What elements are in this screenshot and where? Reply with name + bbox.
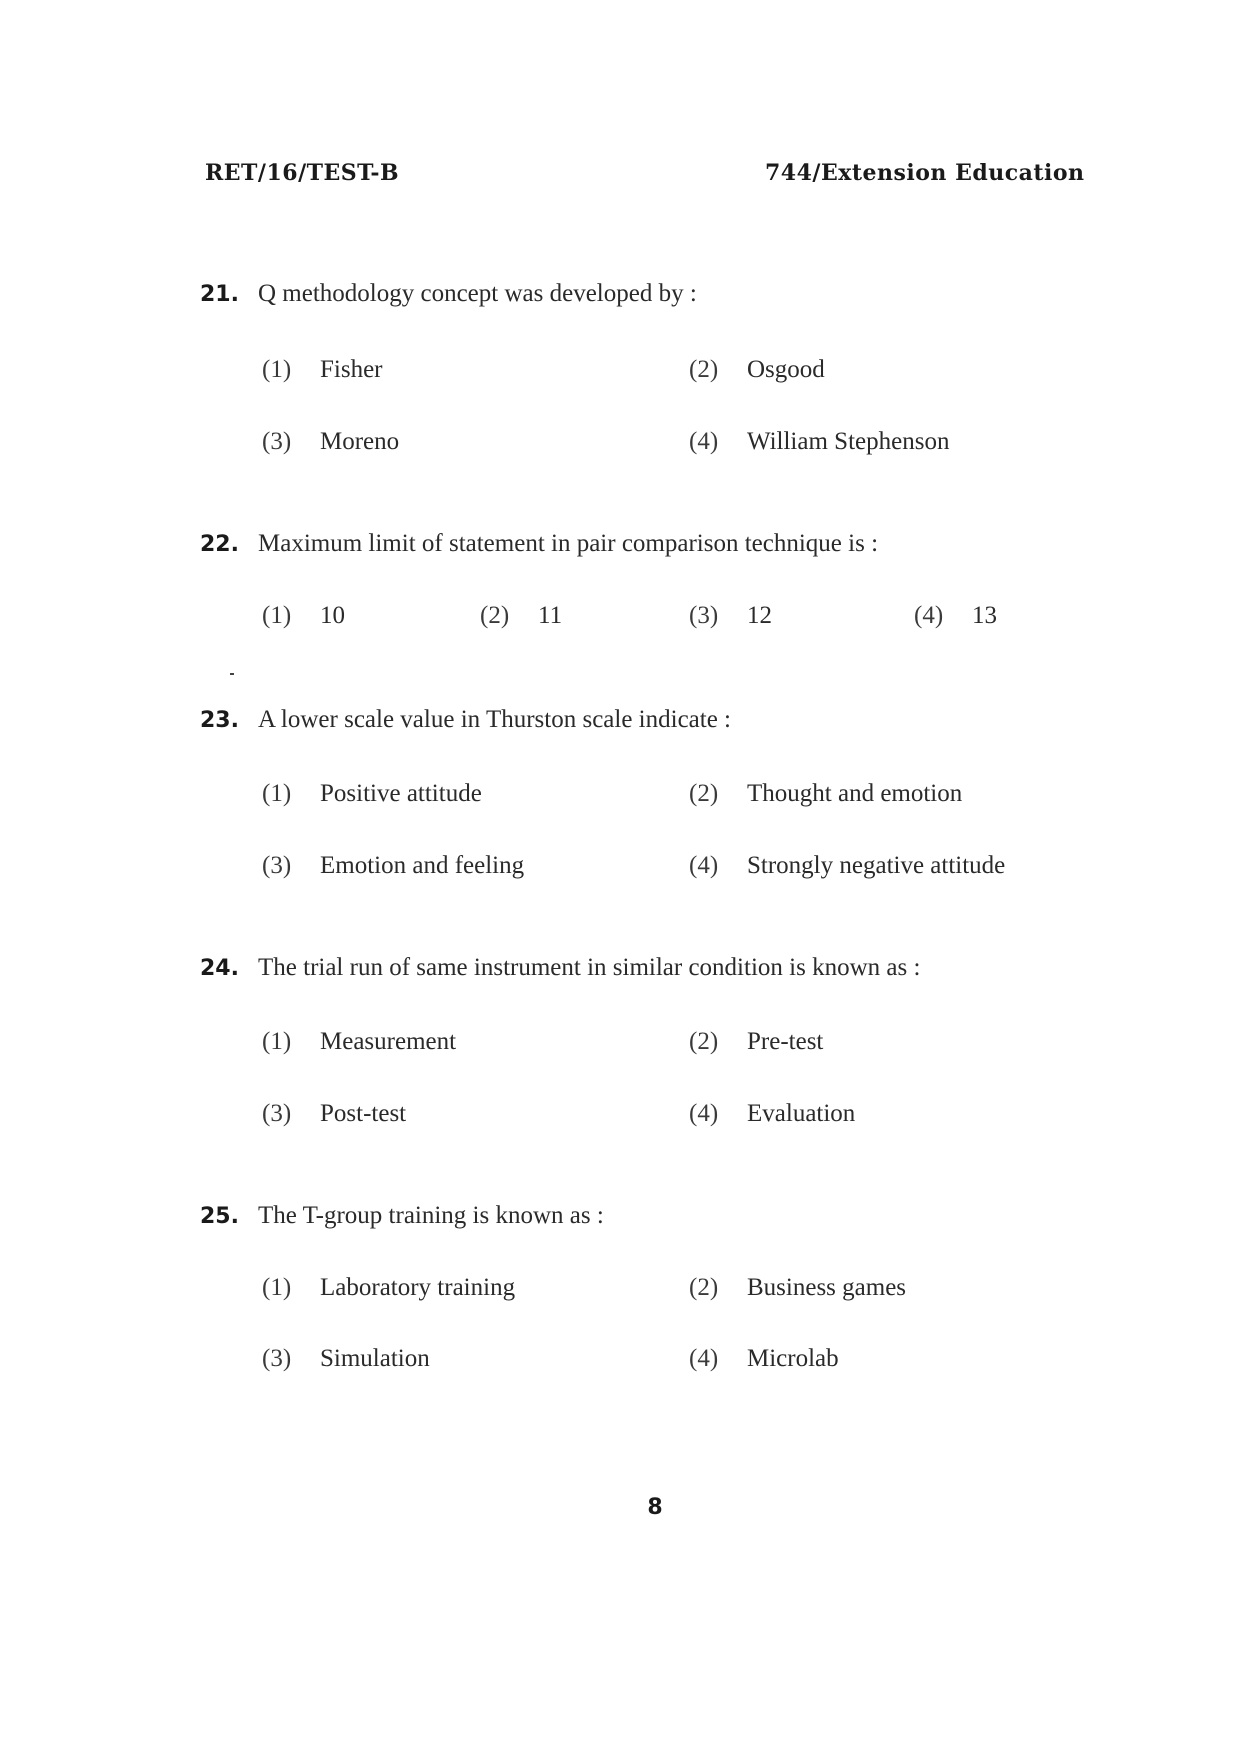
option-3 — [262, 848, 524, 884]
option-number: (4) — [689, 1100, 719, 1127]
question-stem — [200, 1196, 1100, 1236]
option-number: (1) — [262, 1028, 292, 1055]
option-number: (1) — [262, 780, 292, 807]
question-21 — [200, 274, 1100, 314]
option-2 — [480, 598, 562, 634]
question-number: 22. — [200, 532, 239, 557]
option-text: Emotion and feeling — [320, 852, 525, 879]
option-number: (1) — [262, 602, 292, 629]
option-text: Post-test — [320, 1100, 407, 1127]
option-2 — [689, 352, 825, 388]
option-number: (3) — [262, 852, 292, 879]
option-text: Business games — [747, 1274, 907, 1301]
option-text: William Stephenson — [747, 428, 950, 455]
option-number: (1) — [262, 356, 292, 383]
question-text: The T-group training is known as : — [258, 1202, 604, 1229]
option-number: (3) — [262, 1345, 292, 1372]
option-number: (3) — [262, 428, 292, 455]
option-1 — [262, 1270, 515, 1306]
question-23 — [200, 700, 1100, 740]
option-number: (4) — [689, 852, 719, 879]
option-text: Strongly negative attitude — [747, 852, 1006, 879]
option-number: (2) — [689, 1028, 719, 1055]
option-1 — [262, 1024, 456, 1060]
question-number: 25. — [200, 1204, 239, 1229]
question-number: 21. — [200, 282, 239, 307]
question-text: A lower scale value in Thurston scale indicate : — [258, 706, 731, 733]
subject-title: 744/Extension Education — [765, 160, 1085, 186]
option-text: 10 — [320, 602, 345, 629]
option-3 — [262, 424, 399, 460]
option-text: Positive attitude — [320, 780, 482, 807]
question-stem — [200, 700, 1100, 740]
option-text: Laboratory training — [320, 1274, 516, 1301]
option-2 — [689, 776, 962, 812]
question-number: 23. — [200, 708, 239, 733]
question-stem — [200, 274, 1100, 314]
option-number: (1) — [262, 1274, 292, 1301]
option-number: (3) — [689, 602, 719, 629]
question-24 — [200, 948, 1100, 988]
option-1 — [262, 776, 482, 812]
option-number: (2) — [480, 602, 510, 629]
option-4 — [689, 848, 1005, 884]
option-text: Simulation — [320, 1345, 430, 1372]
option-number: (2) — [689, 780, 719, 807]
option-1 — [262, 352, 383, 388]
option-3 — [262, 1096, 406, 1132]
option-text: 12 — [747, 602, 772, 629]
option-2 — [689, 1270, 906, 1306]
option-text: Evaluation — [747, 1100, 856, 1127]
option-4 — [689, 424, 949, 460]
paper-code: RET/16/TEST-B — [205, 160, 400, 186]
option-number: (4) — [689, 428, 719, 455]
question-25 — [200, 1196, 1100, 1236]
option-text: 13 — [972, 602, 997, 629]
option-text: Moreno — [320, 428, 400, 455]
option-4 — [914, 598, 997, 634]
option-4 — [689, 1096, 855, 1132]
option-3 — [689, 598, 772, 634]
option-number: (4) — [914, 602, 944, 629]
question-number: 24. — [200, 956, 239, 981]
option-1 — [262, 598, 345, 634]
stray-mark — [230, 673, 234, 675]
option-text: Measurement — [320, 1028, 457, 1055]
option-text: Pre-test — [747, 1028, 824, 1055]
page-number: 8 — [647, 1495, 663, 1520]
question-22 — [200, 524, 1100, 564]
option-number: (4) — [689, 1345, 719, 1372]
option-3 — [262, 1341, 430, 1377]
option-text: Fisher — [320, 356, 383, 383]
question-text: The trial run of same instrument in similar condition is known as : — [258, 954, 921, 981]
option-4 — [689, 1341, 839, 1377]
question-text: Maximum limit of statement in pair comparison technique is : — [258, 530, 879, 557]
option-number: (2) — [689, 1274, 719, 1301]
question-stem — [200, 948, 1100, 988]
option-text: Thought and emotion — [747, 780, 963, 807]
question-text: Q methodology concept was developed by : — [258, 280, 697, 307]
option-text: 11 — [538, 602, 563, 629]
option-text: Osgood — [747, 356, 825, 383]
option-text: Microlab — [747, 1345, 839, 1372]
question-stem — [200, 524, 1100, 564]
option-number: (3) — [262, 1100, 292, 1127]
option-2 — [689, 1024, 823, 1060]
option-number: (2) — [689, 356, 719, 383]
